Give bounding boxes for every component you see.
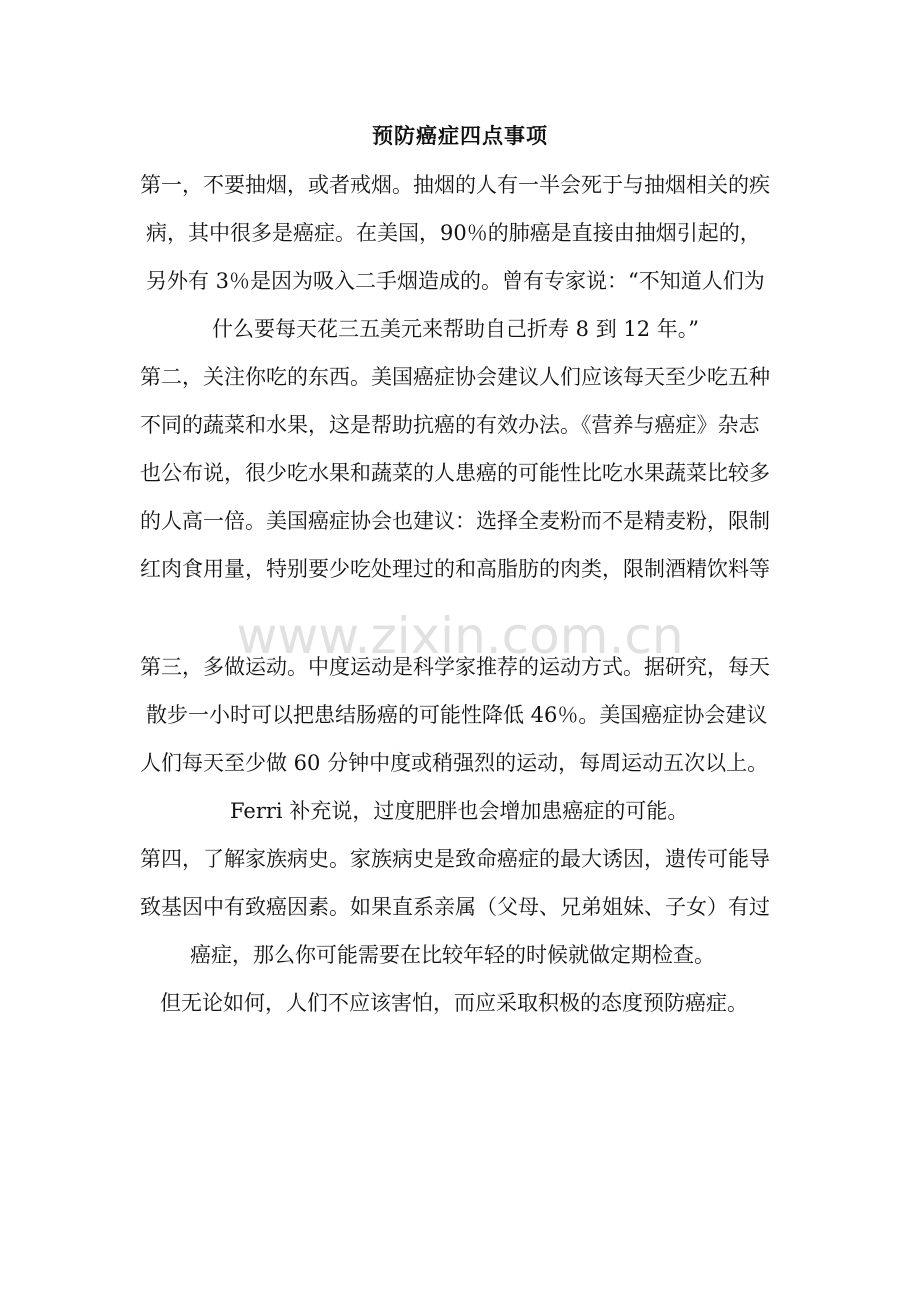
paragraph-line: 第二，关注你吃的东西。美国癌症协会建议人们应该每天至少吃五种: [140, 365, 770, 389]
paragraph-line: 的人高一倍。美国癌症协会也建议：选择全麦粉而不是精麦粉，限制: [140, 509, 770, 533]
paragraph-line: 散步一小时可以把患结肠癌的可能性降低 46％。美国癌症协会建议: [146, 703, 768, 727]
paragraph-line: 第三，多做运动。中度运动是科学家推荐的运动方式。据研究，每天: [140, 655, 770, 679]
paragraph-line: 不同的蔬菜和水果，这是帮助抗癌的有效办法。《营养与癌症》杂志: [140, 413, 760, 437]
paragraph-line: 人们每天至少做 60 分钟中度或稍强烈的运动，每周运动五次以上。: [140, 751, 769, 775]
watermark: www.zixin.com.cn: [236, 607, 684, 665]
paragraph-line: 癌症，那么你可能需要在比较年轻的时候就做定期检查。: [190, 943, 715, 967]
document-title: 预防癌症四点事项: [372, 123, 548, 148]
paragraph-line: 什么要每天花三五美元来帮助自己折寿 8 到 12 年。”: [212, 317, 700, 341]
paragraph-line: 第一，不要抽烟，或者戒烟。抽烟的人有一半会死于与抽烟相关的疾: [140, 173, 770, 197]
paragraph-line: 但无论如何，人们不应该害怕，而应采取积极的态度预防癌症。: [160, 991, 748, 1015]
paragraph-line: 致基因中有致癌因素。如果直系亲属（父母、兄弟姐妹、子女）有过: [140, 895, 770, 919]
paragraph-line: Ferri 补充说，过度肥胖也会增加患癌症的可能。: [230, 799, 689, 823]
paragraph-line: 病，其中很多是癌症。在美国，90％的肺癌是直接由抽烟引起的，: [146, 221, 761, 245]
paragraph-line: 红肉食用量，特别要少吃处理过的和高脂肪的肉类，限制酒精饮料等: [140, 557, 770, 581]
paragraph-line: 另外有 3％是因为吸入二手烟造成的。曾有专家说：“不知道人们为: [146, 269, 765, 293]
paragraph-line: 也公布说，很少吃水果和蔬菜的人患癌的可能性比吃水果蔬菜比较多: [140, 461, 770, 485]
paragraph-line: 第四，了解家族病史。家族病史是致命癌症的最大诱因，遗传可能导: [140, 847, 770, 871]
